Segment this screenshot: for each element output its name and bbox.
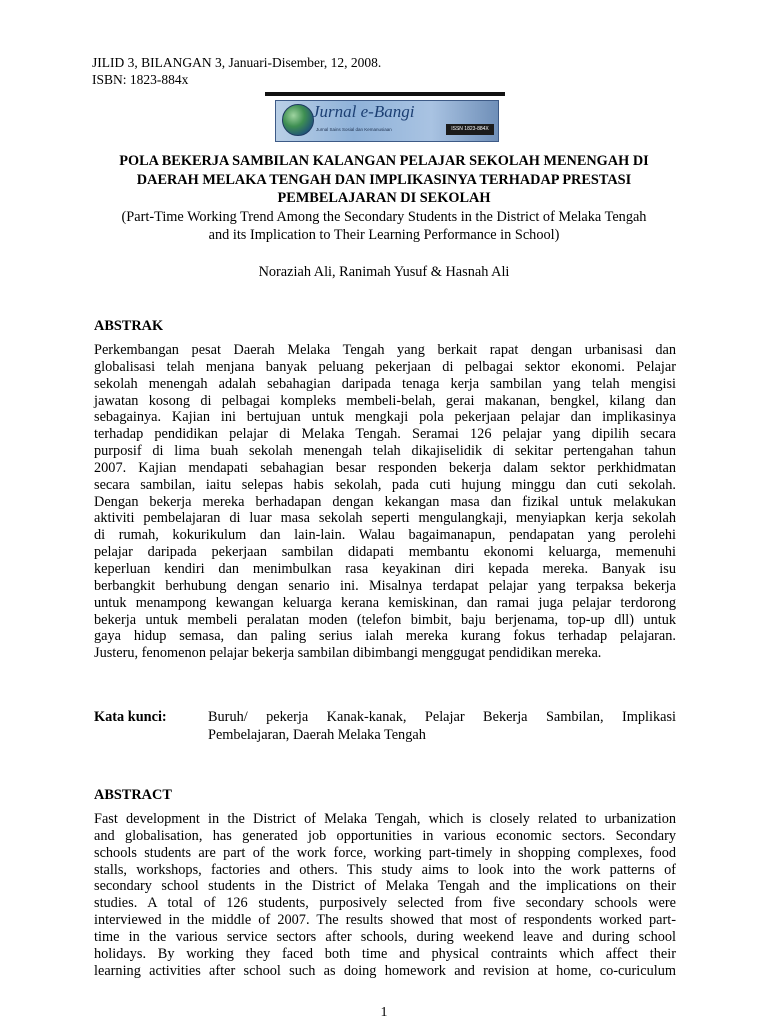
banner-subtitle: Jurnal Sains Sosial dan Kemanusiaan [316,127,392,132]
journal-header [92,54,381,88]
title-line: PEMBELAJARAN DI SEKOLAH [277,190,491,206]
text-line: sebagainya. Kajian ini bertujuan untuk mengkaji pola pekerjaan pelajar dan implikasinya [94,409,676,426]
text-line: di rumah, kokurikulum dan lain-lain. Walau bagaimanapun, pendapatan yang perolehi [94,527,676,544]
text-line: untuk menampong kewangan keluarga kerana kemiskinan, dan ramai juga pelajar terdorong [94,594,676,611]
text-line: berbangkit berhubung dengan senario ini. Misalnya terdapat pelajar yang terpaksa bekerja [94,577,676,594]
abstrak-heading: ABSTRAK [94,318,164,334]
title-line: (Part-Time Working Trend Among the Secondary Students in the District of Melaka Tengah [121,208,647,225]
banner-logo [275,100,499,142]
text-line: and globalisation, has generated job opportunities in various economic sectors. Secondary [94,827,676,844]
page-number: 1 [380,1005,388,1020]
keywords-text [208,708,676,744]
banner-rule [265,92,505,96]
text-line: bekerja untuk membeli peralatan moden (telefon bimbit, baju berjenama, top-up dll) untuk [94,611,676,628]
text-line: schools students are part of the work force, working part-timely in shopping complexes, food [94,844,676,861]
text-line: Pembelajaran, Daerah Melaka Tengah [208,727,426,743]
text-line: aktiviti pembelajaran di luar masa sekolah seperti mengulangkaji, menyiapkan kerja sekolah [94,510,676,527]
text-line: stalls, workshops, factories and others. This study aims to look into the work patterns of [94,861,676,878]
text-line: jawatan kosong di pelbagai kompleks membeli-belah, gerai makanan, bengkel, kilang dan [94,392,676,409]
text-line: Dengan bekerja mereka berhadapan dengan kekangan masa dan fizikal untuk melakukan [94,493,676,510]
banner-title: Jurnal e-Bangi [312,102,415,121]
abstrak-body [94,342,676,662]
text-line: keperluan kendiri dan menimbulkan rasa keyakinan diri kepada mereka. Banyak isu [94,560,676,577]
title-malay [80,152,688,208]
text-line: sekolah menengah adalah sebahagian daripada tenaga kerja sambilan yang telah mengisi [94,375,676,392]
text-line: purposif di lima buah sekolah menengah telah dikajiselidik di sekitar pertengahan tahun [94,443,676,460]
abstract-body [94,811,676,979]
journal-banner [265,92,505,144]
paper-title [80,152,688,245]
authors: Noraziah Ali, Ranimah Yusuf & Hasnah Ali [258,264,510,280]
text-line: Fast development in the District of Melaka Tengah, which is closely related to urbanization [94,811,676,827]
title-line: DAERAH MELAKA TENGAH DAN IMPLIKASINYA TERHADAP PRESTASI [136,171,632,188]
text-line: terhadap pendidikan pelajar di Melaka Tengah. Seramai 126 pelajar yang dipilih secara [94,426,676,443]
title-line: POLA BEKERJA SAMBILAN KALANGAN PELAJAR SEKOLAH MENENGAH DI [119,153,649,169]
globe-icon [282,104,314,136]
text-line: learning activities after school such as doing homework and revision at home, co-curiculum [94,962,676,979]
text-line: interviewed in the middle of 2007. The results showed that most of respondents worked part- [94,912,676,929]
banner-issn: ISSN 1823-884X [446,124,494,135]
text-line: secondary school students in the District of Melaka Tengah and the implications on their [94,878,676,895]
keywords-label: Kata kunci: [94,709,167,725]
text-line: globalisasi telah menjana banyak peluang pekerjaan di pelbagai sektor ekonomi. Pelajar [94,358,676,375]
isbn-line: ISBN: 1823-884x [92,72,189,87]
text-line: 2007. Kajian mendapati sebahagian besar responden bekerja dalam sektor perkhidmatan [94,459,676,476]
title-line: and its Implication to Their Learning Performance in School) [208,227,560,243]
text-line: Perkembangan pesat Daerah Melaka Tengah yang berkait rapat dengan urbanisasi dan [94,342,676,358]
text-line: time in the various service sectors after schools, during weekend leave and during school [94,928,676,945]
abstract-heading: ABSTRACT [94,787,172,803]
title-english [80,208,688,245]
text-line: holidays. By working they faced both time and physical contraints which affect their [94,945,676,962]
text-line: gaya hidup semasa, dan paling serius ialah mereka kurang fokus terhadap pelajaran. [94,628,676,645]
text-line: Buruh/ pekerja Kanak-kanak, Pelajar Bekerja Sambilan, Implikasi [208,709,676,725]
text-line: studies. A total of 126 students, purposively selected from five secondary schools were [94,895,676,912]
volume-line: JILID 3, BILANGAN 3, Januari-Disember, 12, 2008. [92,55,382,70]
text-line: pelajar daripada pekerjaan sambilan didapati membantu ekonomi keluarga, memenuhi [94,544,676,561]
text-line: secara sambilan, iaitu selepas habis sekolah, pada cuti hujung minggu dan cuti sekolah. [94,476,676,493]
text-line: Justeru, fenomenon pelajar bekerja sambilan dibimbangi menggugat pendidikan mereka. [94,645,602,662]
